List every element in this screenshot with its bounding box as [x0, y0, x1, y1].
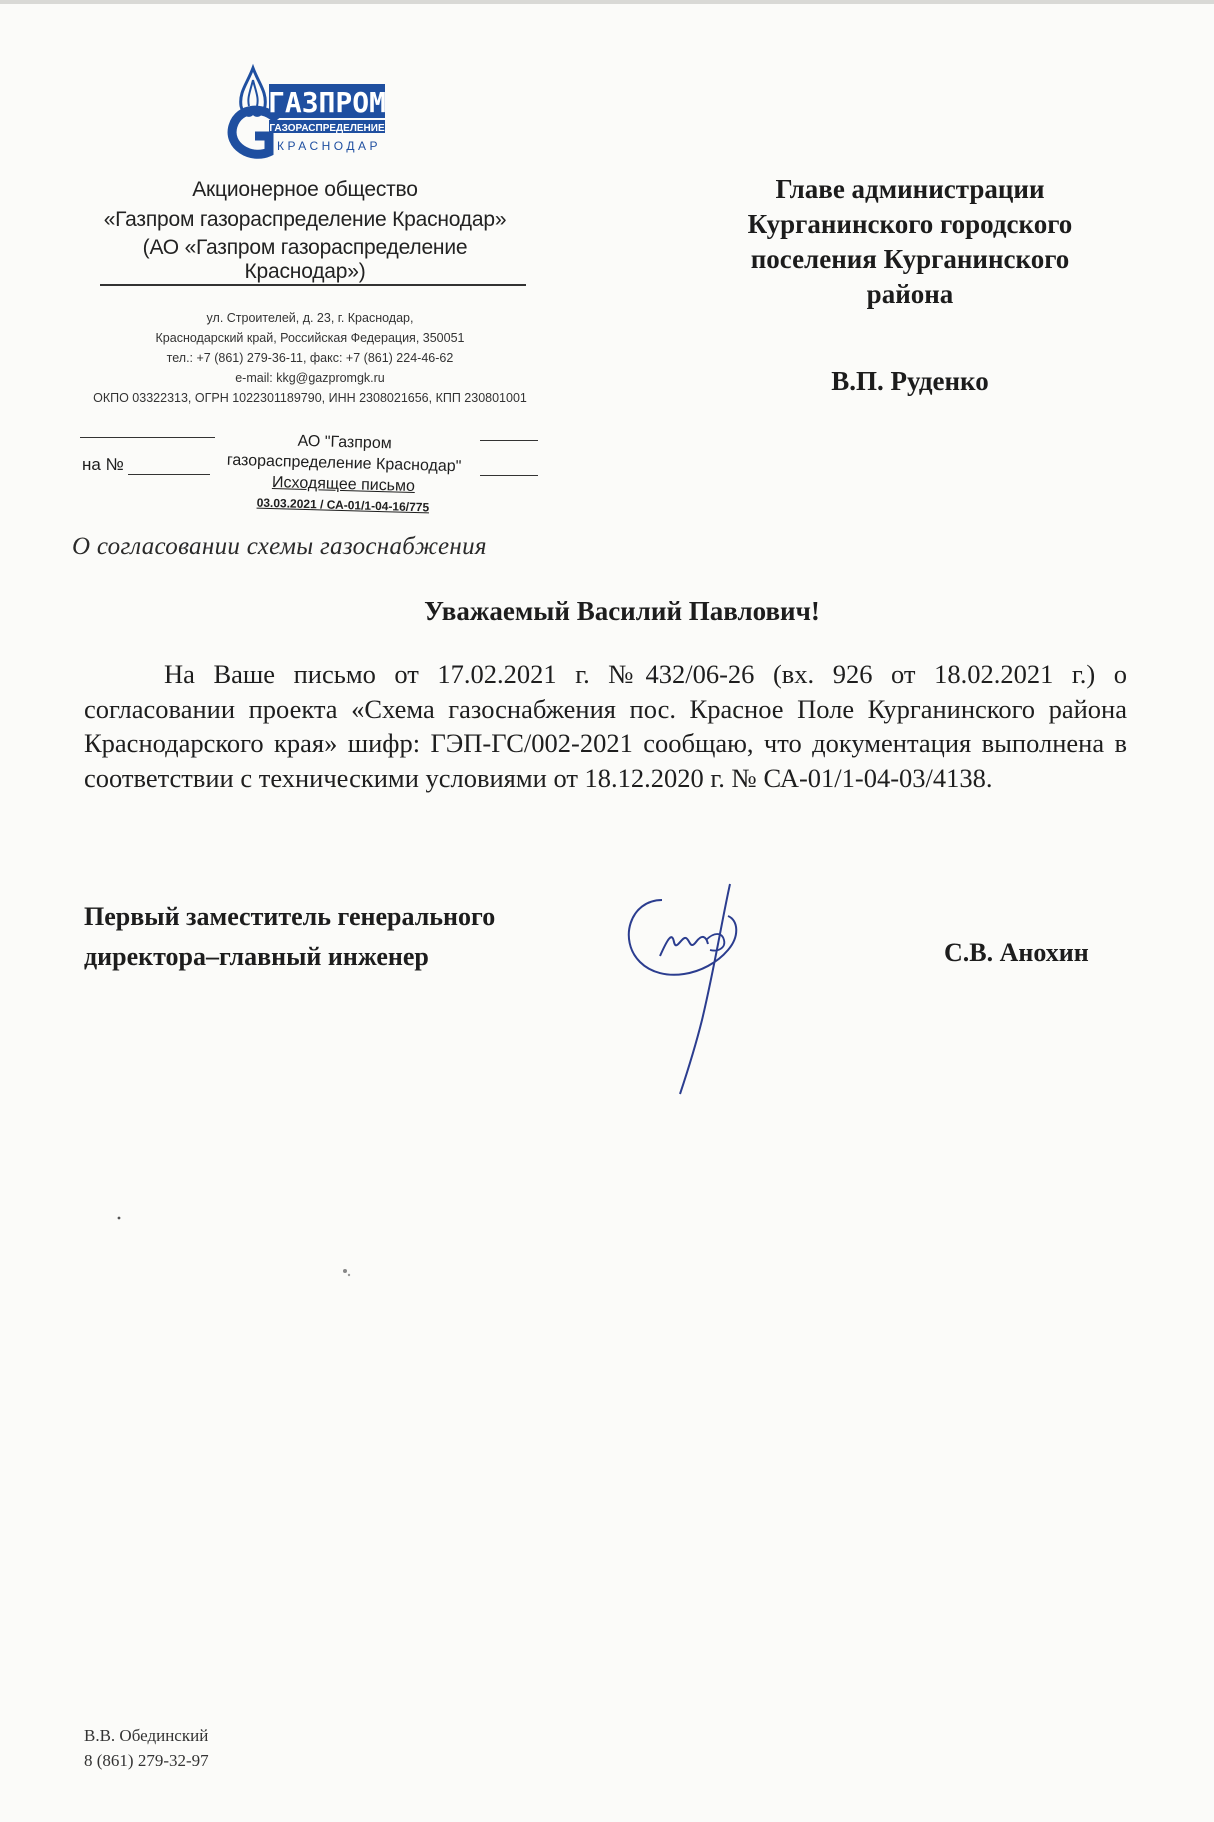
ref-date-line	[80, 437, 215, 438]
letter-body	[84, 657, 1127, 795]
stamp-org-line2: газораспределение Краснодар"	[226, 451, 462, 476]
outgoing-stamp	[198, 428, 490, 520]
company-name: «Газпром газораспределение Краснодар»	[103, 208, 507, 231]
addressee-line1: Главе администрации	[775, 174, 1045, 204]
executor-name: В.В. Обединский	[84, 1726, 209, 1745]
reference-label: на №	[82, 455, 124, 474]
signer-position-line1: Первый заместитель генерального	[84, 902, 496, 931]
body-paragraph: На Ваше письмо от 17.02.2021 г. №432/06-26 (вх. 926 от 18.02.2021 г.) о согласовании проекта «Схема газоснабжения пос. Красное Поле Курганинского района Краснодарского края» шифр: ГЭП-ГС/002-2021 сообщаю, что документация выполнена в соответствии с техническими условиями от 18.12.2020 г. № СА-01/1-04-03/4138.	[84, 659, 1127, 793]
stamp-type: Исходящее письмо	[271, 474, 416, 496]
signer-position	[84, 897, 495, 977]
signer-position-line2: директора–главный инженер	[84, 942, 429, 971]
executor-footer	[84, 1723, 209, 1773]
addressee-name: В.П. Руденко	[831, 366, 989, 396]
address-street: ул. Строителей, д. 23, г. Краснодар,	[206, 311, 414, 325]
stamp-org-line1: АО "Газпром	[297, 432, 392, 453]
logo-city-text: КРАСНОДАР	[277, 139, 381, 153]
gazprom-logo	[225, 62, 395, 162]
address-codes: ОКПО 03322313, ОГРН 1022301189790, ИНН 2308021656, КПП 230801001	[93, 391, 527, 405]
addressee-line3: поселения Курганинского	[750, 244, 1070, 274]
stamp-number: 03.03.2021 / СА-01/1-04-16/775	[256, 495, 430, 515]
header-divider	[100, 284, 526, 286]
address-phone: тел.: +7 (861) 279-36-11, факс: +7 (861) 224-46-62	[166, 351, 454, 365]
handwritten-signature	[610, 880, 780, 1100]
address-email: e-mail: kkg@gazpromgk.ru	[235, 371, 385, 385]
greeting: Уважаемый Василий Павлович!	[424, 596, 820, 626]
company-type: Акционерное общество	[192, 178, 418, 201]
letter-subject: О согласовании схемы газоснабжения	[72, 533, 487, 560]
executor-phone: 8 (861) 279-32-97	[84, 1751, 209, 1770]
gazprom-logo-graphic	[225, 62, 395, 162]
logo-brand-text: ГАЗПРОМ	[267, 86, 387, 119]
company-short-name: (АО «Газпром газораспределение Краснодар»)	[142, 236, 468, 283]
addressee-block	[690, 172, 1130, 399]
addressee-line2: Курганинского городского	[747, 209, 1073, 239]
address-region: Краснодарский край, Российская Федерация, 350051	[155, 331, 465, 345]
addressee-line4: района	[866, 279, 954, 309]
scan-top-edge	[0, 0, 1214, 4]
logo-sub-text: ГАЗОРАСПРЕДЕЛЕНИЕ	[269, 123, 385, 134]
signer-name: С.В. Анохин	[944, 938, 1089, 967]
